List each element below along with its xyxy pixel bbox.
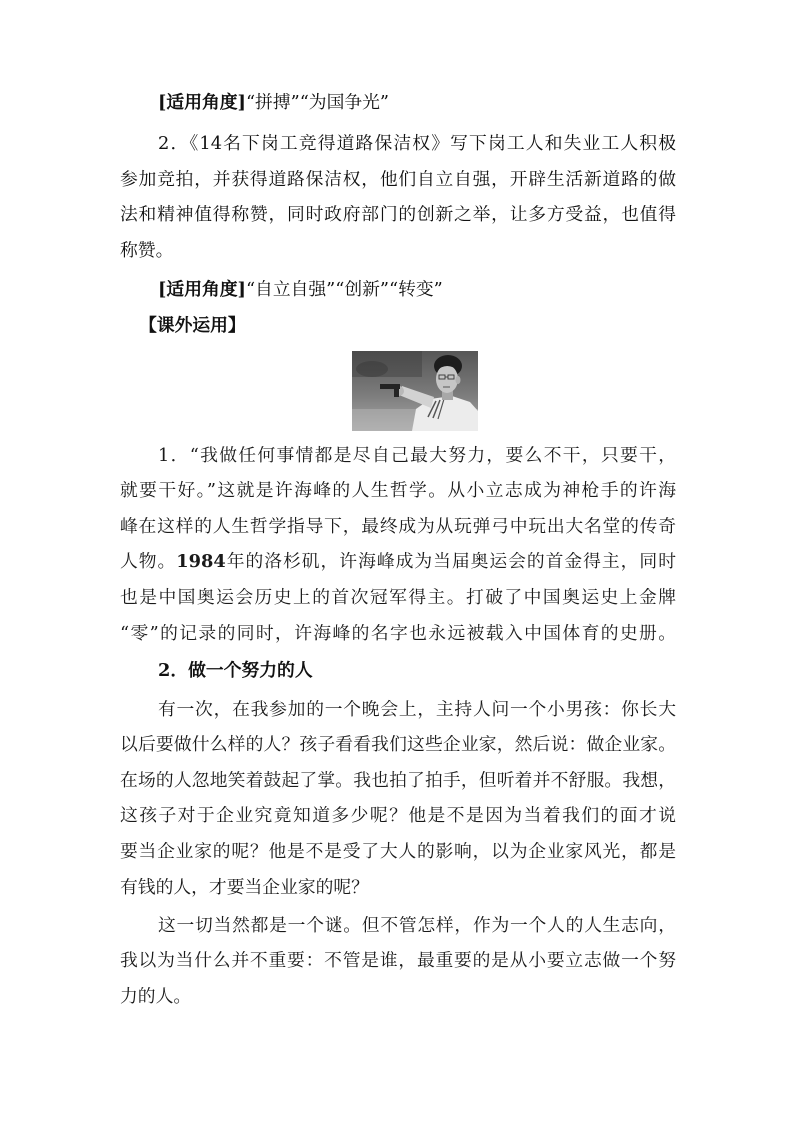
paragraph-line: 有钱的人，才要当企业家的呢？ (120, 876, 369, 898)
story-2-paragraph-2 (120, 908, 676, 1015)
story-1-paragraph (120, 438, 676, 652)
paragraph-line: 峰在这样的人生哲学指导下，最终成为从玩弹弓中玩出大名堂的传奇 (120, 515, 676, 537)
paragraph-line (120, 544, 676, 580)
line-text: 人物。 (120, 551, 177, 573)
paragraph-line: 以后要做什么样的人？孩子看看我们这些企业家，然后说：做企业家。 (120, 734, 676, 756)
story-2-title: 2．做一个努力的人 (158, 659, 313, 681)
paragraph-line: 法和精神值得称赞，同时政府部门的创新之举，让多方受益，也值得 (120, 204, 676, 226)
paragraph-line: 2．《14名下岗工竞得道路保洁权》写下岗工人和失业工人积极 (158, 133, 676, 155)
paragraph-line: “零”的记录的同时，许海峰的名字也永远被载入中国体育的史册。 (120, 622, 676, 644)
section-title: 【课外运用】 (139, 314, 246, 336)
paragraph-line: 这一切当然都是一个谜。但不管怎样，作为一个人的人生志向， (158, 914, 676, 936)
year-text: 1984 (176, 551, 226, 573)
angle-keywords: “拼搏”“为国争光” (245, 92, 390, 114)
paragraph-line: 称赞。 (120, 239, 174, 261)
angle-keywords: “自立自强”“创新”“转变” (245, 279, 443, 301)
paragraph-line: 要当企业家的呢？他是不是受了大人的影响，以为企业家风光，都是 (120, 841, 676, 863)
story-2-paragraph-1 (120, 692, 676, 906)
paragraph-line: 有一次，在我参加的一个晚会上，主持人问一个小男孩：你长大 (158, 698, 676, 720)
angle-label: [适用角度] (158, 92, 246, 114)
item-2-paragraph (120, 126, 676, 268)
paragraph-line: 我以为当什么并不重要：不管是谁，最重要的是从小要立志做一个努 (120, 950, 676, 972)
document-body (120, 85, 676, 1014)
angle-label: [适用角度] (158, 279, 246, 301)
paragraph-line: 也是中国奥运会历史上的首次冠军得主。打破了中国奥运史上金牌 (120, 587, 676, 609)
paragraph-line: 1．“我做任何事情都是尽自己最大努力，要么不干，只要干， (158, 444, 676, 466)
applicable-angle-2 (120, 272, 676, 308)
paragraph-line: 在场的人忽地笑着鼓起了掌。我也拍了拍手，但听着并不舒服。我想， (120, 769, 676, 791)
paragraph-line: 力的人。 (120, 985, 192, 1007)
paragraph-line: 这孩子对于企业究竟知道多少呢？他是不是因为当着我们的面才说 (120, 805, 676, 827)
shooter-photo (352, 351, 478, 431)
paragraph-line: 参加竞拍，并获得道路保洁权，他们自立自强，开辟生活新道路的做 (120, 168, 676, 190)
applicable-angle-1 (120, 85, 676, 121)
paragraph-line: 就要干好。”这就是许海峰的人生哲学。从小立志成为神枪手的许海 (120, 480, 676, 502)
photo-image (352, 351, 478, 431)
line-text: 年的洛杉矶，许海峰成为当届奥运会的首金得主，同时 (225, 551, 676, 573)
